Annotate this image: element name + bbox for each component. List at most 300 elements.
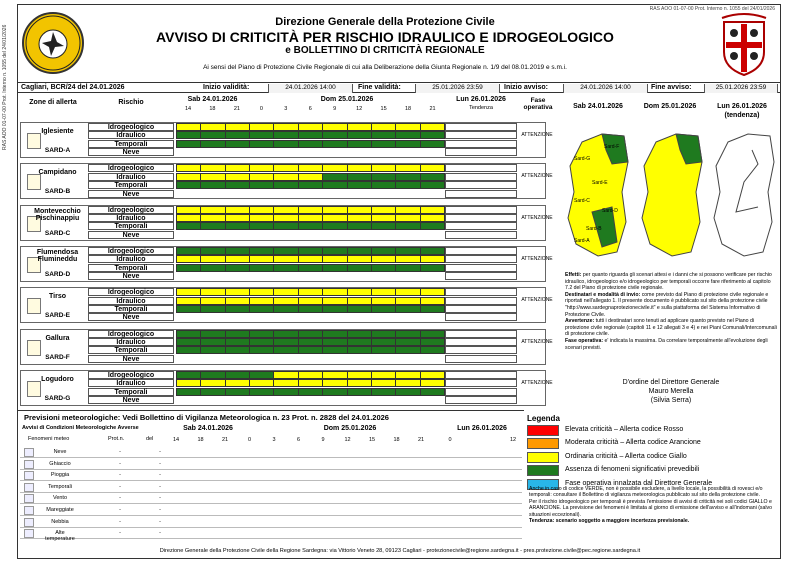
risk-cell	[226, 173, 250, 181]
tendenza-cell	[445, 222, 517, 230]
risk-label: Idrogeologico	[88, 206, 174, 214]
hour-label: 18	[209, 106, 216, 112]
risk-cells	[176, 297, 445, 305]
risk-label: Temporali	[88, 264, 174, 272]
risk-cell	[226, 379, 250, 387]
meteo-mon: Lun 26.01.2026	[457, 425, 507, 432]
risk-cells	[176, 123, 445, 131]
fase-operativa-value: ATTENZIONE	[521, 297, 553, 304]
fase-operativa-value: ATTENZIONE	[521, 132, 553, 138]
hour-label: 14	[184, 106, 192, 112]
risk-cell	[348, 305, 372, 313]
risk-cell	[226, 123, 250, 131]
risk-cell	[421, 264, 445, 272]
risk-cell	[250, 379, 274, 387]
col-tendenza: Tendenza	[469, 105, 493, 111]
fase-operativa-value: ATTENZIONE	[521, 379, 553, 386]
meteo-del: -	[159, 507, 161, 513]
risk-cell	[176, 288, 201, 296]
risk-cell	[201, 264, 225, 272]
fase-operativa-value: ATTENZIONE	[521, 338, 553, 345]
risk-cell	[323, 330, 347, 338]
risk-cell	[201, 346, 225, 354]
risk-cell	[421, 131, 445, 139]
signature-line2: Mauro Merella	[648, 388, 694, 395]
tendenza-cell	[445, 131, 517, 139]
risk-cell	[299, 123, 323, 131]
risk-cell	[176, 379, 201, 387]
risk-cell	[226, 371, 250, 379]
meteo-row	[20, 493, 522, 504]
risk-cell	[323, 288, 347, 296]
risk-cell	[323, 247, 347, 255]
map-label-a: Sard-A	[574, 238, 590, 244]
zone-code: SARD-E	[45, 312, 70, 320]
risk-label: Idrogeologico	[88, 164, 174, 172]
risk-cell	[299, 264, 323, 272]
risk-cell	[274, 255, 298, 263]
notes-block	[565, 272, 777, 351]
risk-cell	[323, 264, 347, 272]
risk-cells	[176, 346, 445, 354]
risk-cell	[274, 338, 298, 346]
risk-cells	[176, 388, 445, 396]
hour-label: 18	[404, 106, 412, 112]
zone-code: SARD-F	[45, 353, 70, 361]
risk-cells	[176, 255, 445, 263]
risk-cell	[176, 371, 201, 379]
risk-cell	[299, 181, 323, 189]
risk-cell	[226, 247, 250, 255]
risk-cell	[274, 330, 298, 338]
rain-icon	[24, 471, 34, 480]
risk-cell	[274, 123, 298, 131]
risk-cell	[299, 371, 323, 379]
meteo-row	[20, 459, 522, 470]
risk-cell	[201, 123, 225, 131]
risk-cells	[176, 164, 445, 172]
signature-line1: D'ordine del Direttore Generale	[622, 379, 720, 386]
tendenza-cell	[445, 173, 517, 181]
map-sun-title: Dom 25.01.2026	[643, 103, 697, 110]
regione-sardegna-logo	[22, 12, 84, 74]
risk-cells	[176, 338, 445, 346]
meteo-phenomenon: Nebbia	[51, 518, 69, 525]
risk-cell	[201, 247, 225, 255]
risk-cell	[348, 222, 372, 230]
risk-cell	[396, 247, 420, 255]
tendenza-cell	[445, 206, 517, 214]
validity-end-value: 25.01.2026 23:59	[415, 84, 500, 93]
tendenza-cell	[445, 181, 517, 189]
risk-cell	[176, 123, 201, 131]
risk-cell	[176, 338, 201, 346]
map-label-e: Sard-E	[592, 180, 608, 186]
risk-cell	[176, 255, 201, 263]
thermometer-icon	[24, 529, 34, 538]
risk-cell	[176, 222, 201, 230]
zone-name: Montevecchio Pischinappiu	[34, 207, 81, 222]
risk-cell	[372, 131, 396, 139]
risk-cell	[176, 214, 201, 222]
risk-label: Temporali	[88, 181, 174, 189]
meteo-hour-label: 18	[197, 437, 204, 443]
risk-cell	[274, 264, 298, 272]
risk-cell	[226, 388, 250, 396]
risk-cell	[348, 338, 372, 346]
risk-cell	[348, 123, 372, 131]
meteo-col-fen: Fenomeni meteo	[28, 436, 70, 442]
risk-cell	[348, 214, 372, 222]
zone-code: SARD-B	[44, 188, 71, 196]
risk-cell	[396, 164, 420, 172]
fase-operativa-value: ATTENZIONE	[521, 173, 553, 180]
tendenza-cell	[445, 379, 517, 387]
risk-cell	[372, 255, 396, 263]
meteo-prot: -	[119, 507, 121, 513]
risk-cell	[201, 288, 225, 296]
fog-icon	[24, 518, 34, 527]
risk-cell	[372, 338, 396, 346]
risk-cell	[250, 264, 274, 272]
header-line1: Direzione Generale della Protezione Civile	[275, 16, 495, 28]
risk-cell	[396, 297, 420, 305]
risk-cell	[421, 379, 445, 387]
risk-cell	[250, 247, 274, 255]
risk-label: Temporali	[88, 305, 174, 313]
risk-cell	[226, 288, 250, 296]
ice-icon	[24, 460, 34, 469]
risk-cell	[201, 222, 225, 230]
dest-text: come previsto dal Piano di protezione civile regionale e riportati nell'allegato 1. Il presente documento è pubblicato sul sito della protezione civile "http://www.sardegnaprotezionecivile.it" e sulla piattaforma del Sistema Informativo di Protezione Civile.	[565, 291, 769, 318]
risk-label: Temporali	[88, 222, 174, 230]
hour-label: 9	[333, 106, 337, 112]
risk-cell	[372, 206, 396, 214]
map-mon-title: Lun 26.01.2026	[717, 103, 767, 110]
risk-cell	[176, 173, 201, 181]
alert-end-label: Fine avviso:	[651, 84, 692, 91]
risk-cells	[176, 214, 445, 222]
wave-icon	[24, 506, 34, 515]
risk-cell	[250, 164, 274, 172]
avv-text: tutti i destinatari sono tenuti ad applicare quanto previsto nel Piano di protezione civile regionale (capitoli 11 e 12 allegati 3 e 4) e nei Piani Comunali/Intercomunali di protezione civile.	[565, 318, 777, 338]
risk-cell	[348, 264, 372, 272]
risk-cell	[323, 338, 347, 346]
risk-cell	[176, 388, 201, 396]
snow-icon	[24, 448, 34, 457]
meteo-col-prot: Prot.n.	[108, 436, 125, 442]
risk-cell	[396, 288, 420, 296]
tendenza-cell	[445, 231, 517, 239]
risk-cell	[299, 206, 323, 214]
risk-cell	[250, 288, 274, 296]
risk-cell	[250, 214, 274, 222]
risk-cell	[421, 338, 445, 346]
zone-name: Gallura	[45, 334, 70, 342]
risk-cell	[372, 181, 396, 189]
map-mon-sub: (tendenza)	[724, 112, 760, 119]
risk-cell	[176, 131, 201, 139]
legend-swatch	[527, 465, 559, 476]
risk-cell	[201, 338, 225, 346]
risk-cell	[250, 388, 274, 396]
avv-title: Avvertenze:	[565, 318, 595, 325]
meteo-del: -	[159, 483, 161, 490]
meteo-hour-label: 15	[368, 437, 376, 443]
risk-cell	[396, 255, 420, 263]
meteo-row	[20, 505, 522, 516]
col-zones: Zone di allerta	[29, 99, 77, 106]
meteo-col-del: del	[146, 436, 154, 442]
risk-cell	[201, 131, 225, 139]
risk-cell	[226, 164, 250, 172]
risk-label: Idrogeologico	[88, 288, 174, 296]
risk-cell	[274, 164, 298, 172]
legend-title: Legenda	[527, 414, 560, 423]
risk-cell	[176, 305, 201, 313]
risk-cells	[176, 222, 445, 230]
risk-cell	[201, 371, 225, 379]
risk-cell	[274, 140, 298, 148]
meteo-sub: Avvisi di Condizioni Meteorologiche Avverse	[22, 425, 139, 431]
tendenza-cell	[445, 214, 517, 222]
risk-cell	[421, 222, 445, 230]
tendenza-cell	[445, 313, 517, 321]
risk-cell	[201, 297, 225, 305]
hour-label: 6	[308, 106, 312, 112]
risk-cell	[299, 173, 323, 181]
zone-name: Iglesiente	[41, 128, 74, 135]
risk-cell	[421, 123, 445, 131]
risk-cell	[274, 371, 298, 379]
risk-cell	[348, 131, 372, 139]
risk-cell	[299, 164, 323, 172]
map-label-b: Sard-B	[586, 226, 602, 232]
risk-cell	[274, 379, 298, 387]
risk-cell	[421, 206, 445, 214]
meteo-prot: -	[119, 495, 121, 502]
risk-cell	[299, 288, 323, 296]
risk-label: Idraulico	[88, 255, 174, 263]
tendenza-cell	[445, 255, 517, 263]
risk-cell	[372, 123, 396, 131]
meteo-del: -	[159, 449, 161, 455]
meteo-prot: -	[119, 518, 121, 525]
risk-cell	[323, 379, 347, 387]
risk-cell	[176, 140, 201, 148]
signature-block	[565, 378, 777, 405]
risk-cell	[396, 338, 420, 346]
risk-cell	[226, 255, 250, 263]
fase-operativa-value: ATTENZIONE	[521, 214, 553, 221]
risk-cell	[299, 346, 323, 354]
risk-cell	[396, 140, 420, 148]
risk-cell	[396, 305, 420, 313]
meteo-title: Previsioni meteorologiche: Vedi Bollettino di Vigilanza Meteorologica n. 23 Prot. n. 2828 del 24.01.2026	[24, 413, 389, 422]
risk-cell	[372, 288, 396, 296]
legend-text: Moderata criticità – Allerta codice Arancione	[565, 439, 701, 447]
risk-label: Neve	[88, 148, 174, 156]
zone-name: Tirso	[49, 293, 66, 301]
risk-label: Idrogeologico	[88, 330, 174, 338]
risk-cell	[421, 346, 445, 354]
risk-label: Idraulico	[88, 379, 174, 387]
risk-label: Idraulico	[88, 214, 174, 222]
risk-cell	[323, 222, 347, 230]
tendenza-cell	[445, 148, 517, 156]
legend-item	[527, 465, 777, 477]
header-legal-note: Ai sensi del Piano di Protezione Civile Regionale di cui alla Deliberazione della Giunta Regionale n. 1/9 del 08.01.2019 e s.m.i.	[203, 64, 567, 71]
meteo-phenomenon: Neve	[53, 449, 67, 455]
map-label-c: Sard-C	[574, 198, 590, 204]
signature-line3: (Silvia Serra)	[650, 397, 692, 404]
risk-cell	[421, 371, 445, 379]
legend-note3: Tendenza: scenario soggetto a maggiore incertezza previsionale.	[529, 518, 690, 525]
meteo-sun: Dom 25.01.2026	[323, 425, 377, 432]
risk-label: Neve	[88, 313, 174, 321]
zone-name: Flumendosa Flumineddu	[36, 248, 79, 263]
validity-bar	[18, 82, 780, 93]
risk-label: Neve	[88, 396, 174, 404]
risk-cell	[176, 346, 201, 354]
meteo-del: -	[159, 472, 161, 479]
risk-cell	[421, 388, 445, 396]
risk-cell	[226, 264, 250, 272]
meteo-row	[20, 482, 522, 493]
risk-cells	[176, 131, 445, 139]
header-title: AVVISO DI CRITICITÀ PER RISCHIO IDRAULICO E IDROGEOLOGICO	[156, 29, 614, 45]
risk-label: Neve	[88, 190, 174, 198]
meteo-del: -	[159, 460, 161, 467]
fase-text: e' indicata la massima. Da correlare temporalmente all'evoluzione degli scenari previsti.	[565, 337, 768, 351]
map-mon	[714, 134, 774, 256]
risk-cell	[274, 131, 298, 139]
risk-cell	[323, 371, 347, 379]
risk-cell	[226, 305, 250, 313]
top-protocol-ref: RAS AOO 01-07-00 Prot. Interno n. 1055 del 24/01/2026	[649, 6, 775, 12]
risk-cell	[372, 247, 396, 255]
risk-cell	[250, 123, 274, 131]
risk-cell	[372, 164, 396, 172]
map-sun	[642, 134, 702, 256]
meteo-prot: -	[119, 472, 121, 479]
risk-cell	[348, 206, 372, 214]
risk-label: Idraulico	[88, 338, 174, 346]
fase-operativa-value: ATTENZIONE	[521, 255, 553, 262]
risk-cells	[176, 288, 445, 296]
risk-cell	[250, 206, 274, 214]
tendenza-cell	[445, 297, 517, 305]
zone-code: SARD-G	[44, 394, 71, 402]
risk-cell	[201, 206, 225, 214]
risk-cell	[274, 214, 298, 222]
risk-cell	[226, 330, 250, 338]
risk-cell	[372, 388, 396, 396]
risk-cell	[323, 123, 347, 131]
tendenza-cell	[445, 288, 517, 296]
risk-cell	[299, 338, 323, 346]
risk-cell	[299, 131, 323, 139]
tendenza-cell	[445, 346, 517, 354]
zone-code: SARD-A	[44, 147, 71, 154]
risk-cell	[250, 173, 274, 181]
legend-text: Fase operativa innalzata dal Direttore Generale	[565, 479, 713, 487]
risk-cell	[372, 214, 396, 222]
risk-cells	[176, 206, 445, 214]
risk-cell	[226, 131, 250, 139]
risk-cell	[323, 181, 347, 189]
meteo-phenomenon: Pioggia	[50, 472, 70, 479]
risk-cell	[421, 288, 445, 296]
risk-cell	[176, 297, 201, 305]
meteo-phenomenon: Mareggiate	[46, 507, 74, 513]
hour-label: 12	[356, 106, 363, 112]
meteo-phenomenon: Alte temperature	[45, 530, 75, 543]
risk-cell	[396, 214, 420, 222]
effetti-text: per quanto riguarda gli scenari attesi e i danni che si possono verificare per rischio idraulico, idrogeologico e/o idrogeologico per temporali occorre fare riferimento al capitolo 7.2 del Piano di protezione civile regionale.	[565, 272, 772, 292]
risk-cell	[323, 305, 347, 313]
hour-label: 21	[429, 106, 436, 112]
meteo-del: -	[159, 518, 161, 525]
risk-cell	[250, 222, 274, 230]
risk-cell	[250, 140, 274, 148]
meteo-hour-label: 12	[344, 437, 351, 443]
legend-text: Ordinaria criticità – Allerta codice Giallo	[565, 452, 687, 460]
col-fase: Fase operativa	[523, 97, 553, 111]
legend-item	[527, 438, 777, 450]
risk-cells	[176, 264, 445, 272]
risk-cell	[396, 173, 420, 181]
risk-cell	[372, 264, 396, 272]
risk-cell	[348, 173, 372, 181]
risk-cell	[226, 346, 250, 354]
risk-cell	[299, 305, 323, 313]
risk-cell	[421, 297, 445, 305]
col-mon: Lun 26.01.2026	[456, 96, 506, 103]
tendenza-cell	[445, 190, 517, 198]
side-protocol-text: RAS AOO 01-07-00 Prot. Interno n. 1055 del 24/01/2026	[2, 24, 8, 150]
risk-cell	[396, 222, 420, 230]
legend-text: Assenza di fenomeni significativi prevedibili	[565, 466, 700, 474]
meteo-del: -	[159, 495, 161, 502]
risk-cell	[372, 222, 396, 230]
legend-note1: Anche in caso di codice VERDE, non è possibile escludere, a livello locale, la possibilità di rovesci e/o temporali: consultare il Bollettino di vigilanza meteorologica pubblicato sul sito della protezione civile.	[529, 486, 763, 499]
risk-label: Neve	[88, 272, 174, 280]
risk-cell	[348, 297, 372, 305]
risk-cell	[372, 297, 396, 305]
legend-text: Elevata criticità – Allerta codice Rosso	[565, 426, 684, 433]
risk-cell	[348, 164, 372, 172]
hour-label: 15	[380, 106, 387, 112]
meteo-prot: -	[119, 530, 121, 537]
storm-icon	[24, 483, 34, 492]
risk-cell	[226, 297, 250, 305]
risk-cell	[274, 247, 298, 255]
risk-cell	[372, 330, 396, 338]
hour-label: 3	[284, 106, 288, 112]
risk-cell	[250, 305, 274, 313]
risk-cell	[201, 181, 225, 189]
risk-label: Idrogeologico	[88, 371, 174, 379]
meteo-hour-label: 21	[221, 437, 229, 443]
meteo-hour-label: 18	[393, 437, 400, 443]
risk-cell	[396, 181, 420, 189]
risk-cell	[274, 173, 298, 181]
risk-cell	[396, 330, 420, 338]
risk-cell	[274, 388, 298, 396]
risk-cell	[201, 164, 225, 172]
risk-cell	[323, 206, 347, 214]
